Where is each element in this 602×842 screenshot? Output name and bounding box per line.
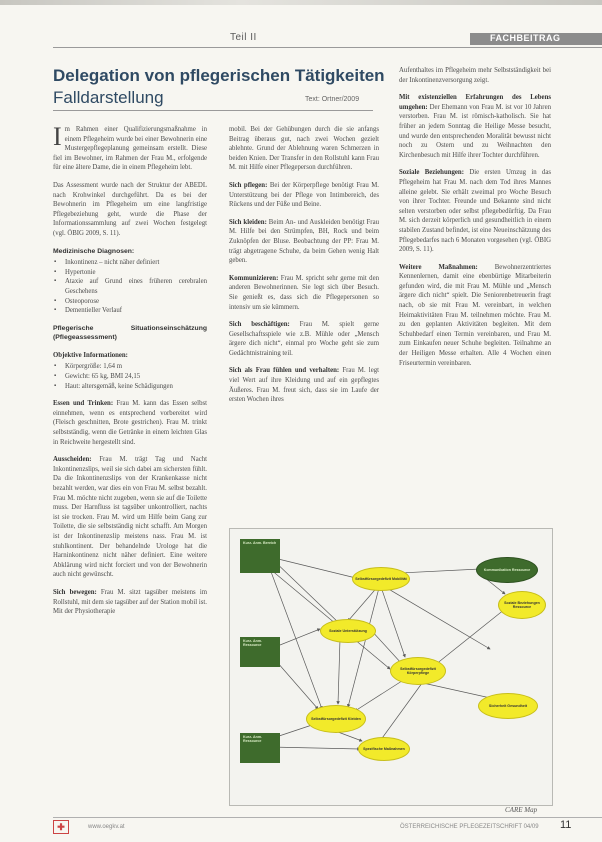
communication-heading: Kommunizieren: xyxy=(229,274,279,282)
dress-heading: Sich kleiden: xyxy=(229,218,267,226)
movement-heading: Sich bewegen: xyxy=(53,588,97,596)
measures-paragraph xyxy=(399,263,551,369)
social-heading: Soziale Beziehungen: xyxy=(399,169,464,177)
measures-heading: Weitere Maßnahmen: xyxy=(399,263,478,271)
assessment-heading: Pflegerische Situationseinschätzung (Pflegeassessment) xyxy=(53,324,207,342)
diagram-node-7: Sicherheit Gesundheit xyxy=(478,693,538,719)
diagram-node-4: Soziale Unterstützung xyxy=(320,619,376,643)
occupation-text: Frau M. spielt gerne Gesellschaftsspiele wie z.B. Mühle oder „Mensch ärgere dich nicht“, einmal pro Woche geht sie zum Gedächtnistraining teil. xyxy=(229,321,379,357)
measures-text: Bewohnerzentriertes Kennenlernen, damit eine ebenbürtige Mitarbeiterin gefunden wird, die mit Frau M. Mühle und „Mensch ärgere dich nicht“ spielt. Die Seniorenbetreuerin fragt nach, ob sie mit Frau M. vereinbart, in welchen Heimaktivitäten Frau M. teilnehmen möchte. Frau M. zu den geplanten Aktivitäten begleiten. Mit dem Schuhbedarf einen Termin vereinbaren, und Frau M. zum Einkaufen neuer Schuhe begleiten. Teilnahme an der Heiligen Messe erhalten. Alle 4 Wochen einen Friseurtermin vereinbaren. xyxy=(399,263,551,367)
diagram-node-3: Soziale Beziehungen Ressource xyxy=(498,591,546,619)
care-heading: Sich pflegen: xyxy=(229,181,268,189)
footer-journal: ÖSTERREICHISCHE PFLEGEZEITSCHRIFT 04/09 xyxy=(400,824,539,830)
occupation-paragraph xyxy=(229,320,379,358)
page-number: 11 xyxy=(560,819,572,831)
objective-heading: Objektive Informationen: xyxy=(53,351,128,359)
title-rule xyxy=(53,110,373,111)
dress-text: Beim An- und Auskleiden benötigt Frau M. Hilfe bei den Strümpfen, BH, Rock und beim Zuknöpfen der Bluse. Beobachtung der PP: Frau M. trägt abgetragene Schuhe, da beim Gehen wenig Halt geben. xyxy=(229,218,379,265)
diagnoses-heading: Medizinische Diagnosen: xyxy=(53,247,135,255)
column-1 xyxy=(53,122,208,625)
footer-rule xyxy=(53,817,602,818)
intro-paragraph xyxy=(53,122,207,173)
existential-text: Der Ehemann von Frau M. ist vor 10 Jahren verstorben. Frau M. ist römisch-katholisch. Sie hat früher an jedem Sonntag die Heilige Messe besucht, und wurde den entsprechenden Moralität bewusst nicht noch zu Ostern und zu Weihnachten den Kirchenbesuch mit Hilfe ihrer Tochter durchführen. xyxy=(399,103,551,159)
diagram-node-8: Spezifische Maßnahmen xyxy=(358,737,410,761)
list-item: ▪ Haut: altersgemäß, keine Schädigungen xyxy=(62,382,207,392)
social-paragraph xyxy=(399,168,551,254)
diagram-box-1: Kurz- Anm. Bereich xyxy=(240,539,280,573)
existential-heading: Mit existenziellen Erfahrungen des Lebens umgehen: xyxy=(399,94,551,111)
diagram-caption: CARE Map xyxy=(505,806,538,814)
communication-text: Frau M. spricht sehr gerne mit den anderen Bewohnerinnen. Sie legt sich über Besuch. Sie genießt es, dass sich die Pflegepersonen so intensiv um sie kümmern. xyxy=(229,274,379,311)
care-map-diagram xyxy=(229,528,553,806)
diagram-box-2: Kurz- Anm. Ressource xyxy=(240,637,280,667)
excretion-text: Frau M. trägt Tag und Nacht Inkontinenzslips, weil sie sich dabei am sichersten fühlt. Da die Inkontinenzslips von der Krankenkasse nicht bezahlt werden, war dies ein von Frau M. selbst bezahlt. Frau M. möchte nicht zugeben, wenn sie auf die Toilette muss. Der Harnfluss ist tagsüber unkontrolliert, nachts ist sie trocken. Frau M. wird um Hilfe beim Gang zur Toilette, die sie selbstständig nicht schafft. Am Morgen ist der Inkontinenzslip meistens nass. Frau M. ist stuhlkontinent. Der behandelnde Urologe hat die Harninkontinenz nicht näher definiert. Eine weitere Abklärung wird nicht forciert und von der Bewohnerin auch nicht gewünscht. xyxy=(53,456,208,579)
header-rule xyxy=(53,47,602,48)
gender-heading: Sich als Frau fühlen und verhalten: xyxy=(229,367,340,375)
list-item: ▪ Osteoporose xyxy=(62,297,207,307)
continuation-paragraph: Aufenthaltes im Pflegeheim mehr Selbstständigkeit bei der Inkontinenzversorgung zeigt. xyxy=(399,67,551,84)
list-item: ▪ Hypertonie xyxy=(62,268,207,278)
occupation-heading: Sich beschäftigen: xyxy=(229,321,290,329)
list-item: ▪ Gewicht: 65 kg, BMI 24,15 xyxy=(62,372,207,382)
article-author: Text: Ortner/2009 xyxy=(305,96,360,103)
diagram-node-1: Selbstfürsorgedefizit Mobilität xyxy=(352,567,410,591)
list-item: ▪ Körpergröße: 1,64 m xyxy=(62,362,207,372)
header-part: Teil II xyxy=(230,32,257,43)
diagnoses-list xyxy=(53,258,207,316)
eating-heading: Essen und Trinken: xyxy=(53,400,114,408)
gender-paragraph xyxy=(229,366,379,404)
article-subtitle: Falldarstellung xyxy=(53,88,164,107)
diagram-box-3: Kurz- Anm. Ressource xyxy=(240,733,280,763)
existential-paragraph xyxy=(399,93,551,160)
article-title: Delegation von pflegerischen Tätigkeiten xyxy=(53,66,385,85)
eating-paragraph xyxy=(53,399,207,447)
list-item: ▪ Ataxie auf Grund eines früheren cerebralen Geschehens xyxy=(62,277,207,296)
footer-url[interactable]: www.oegkv.at xyxy=(88,824,125,830)
movement-text: Frau M. sitzt tagsüber meistens im Rollstuhl, mit dem sie tagsüber auf der Station mobil ist. Mit der Physiotherapie xyxy=(53,588,207,616)
excretion-paragraph xyxy=(53,455,207,580)
column-3 xyxy=(399,66,551,376)
social-text: Die ersten Umzug in das Pflegeheim hat Frau M. nach dem Tod ihres Mannes alleine gelebt. Sie erhält zweimal pro Woche Besuch von ihrer Tochter. Freunde und Bekannte sind nicht selten verstorben oder selbst pflegebedürftig. Da Frau M. sich derzeit körperlich und gesundheitlich in einem stabilen Zustand befindet, ist eine Neueinschätzung des Pflegebedarfes nach 6 Monaten vorgesehen (vgl. ÖBIG 2009, S. 11). xyxy=(399,169,551,254)
mobility-paragraph: mobil. Bei der Gehübungen durch die sie anfangs Beitrag überaus gut, nach zwei Wochen gezielt ablehnte. Grund der Ablehnung waren Schmerzen in beiden Knien. Der Transfer in den Rollstuhl kann Frau M. mit Hilfe einer Pflegeperson durchführen. xyxy=(229,126,379,172)
drop-cap: I xyxy=(53,122,62,151)
header-section: FACHBEITRAG xyxy=(490,33,561,43)
objective-list xyxy=(53,362,207,391)
movement-paragraph xyxy=(53,588,207,617)
diagram-node-2: Kommunikation Ressource xyxy=(476,557,538,583)
assessment-paragraph: Das Assessment wurde nach der Struktur der ABEDL nach Krohwinkel durchgeführt. Da es bei der Bewohnerin im Pflegeheim um eine langfristige Pflegebeziehung geht, wurde die Phase der Informationssammlung auf zwei Wochen festgelegt (vgl. ÖBIG 2009, S. 11). xyxy=(53,181,207,237)
intro-text: m Rahmen einer Qualifizierungsmaßnahme in einem Pflegeheim wurde bei einer Bewohnerin eine Mustergepflegeplanung gemeinsam erstellt. Diese fiel im Bewohner, im Rahmen der Frau M., erfolgende für eine ältere Dame, die in einem Pflegeheim lebt. xyxy=(53,126,207,172)
diagram-node-5: Selbstfürsorgedefizit Körperpflege xyxy=(390,657,446,685)
journal-logo-icon: ✚ xyxy=(53,820,69,834)
care-text: Bei der Körperpflege benötigt Frau M. Unterstützung bei der Pflege von Intimbereich, des Rückens und der Füße und Beine. xyxy=(229,181,380,209)
dress-paragraph xyxy=(229,218,379,266)
diagram-node-6: Selbstfürsorgedefizit Kleiden xyxy=(306,705,366,733)
eating-text: Frau M. kann das Essen selbst einnehmen, wenn es entsprechend vorbereitet wird (Fleisch geschnitten, Brote gestrichen). Frau M. trinkt selbstständig, wenn die Getränke in einem leichten Glas in Reichweite hergestellt sind. xyxy=(53,400,208,446)
top-border xyxy=(0,0,602,5)
list-item: ▪ Inkontinenz – nicht näher definiert xyxy=(62,258,207,268)
list-item: ▪ Dementieller Verlauf xyxy=(62,306,207,316)
excretion-heading: Ausscheiden: xyxy=(53,456,92,464)
gender-text: Frau M. legt viel Wert auf ihre Kleidung und auf ein gepflegtes Äußeres. Frau M. freut sich, dass sie im Laufe der ersten Wochen ihres xyxy=(229,367,379,404)
care-paragraph xyxy=(229,181,379,210)
communication-paragraph xyxy=(229,274,379,312)
column-2 xyxy=(229,125,379,413)
